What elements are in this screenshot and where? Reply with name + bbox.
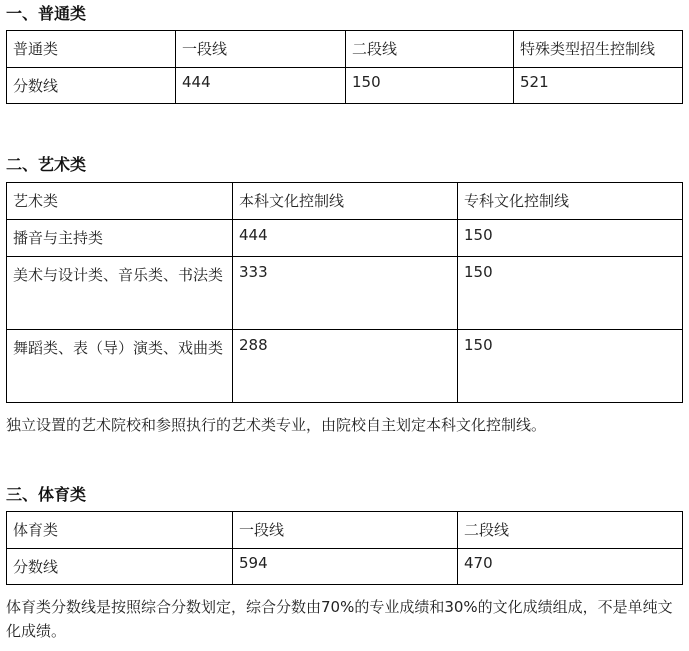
table-header-cell: 体育类 <box>7 512 233 549</box>
table-cell: 594 <box>233 549 458 585</box>
table-cell: 288 <box>233 330 458 403</box>
table-header-row <box>7 183 683 220</box>
table-cell: 播音与主持类 <box>7 220 233 257</box>
table-cell: 521 <box>514 68 683 104</box>
table-cell: 舞蹈类、表（导）演类、戏曲类 <box>7 330 233 403</box>
section-heading-sports: 三、体育类 <box>6 485 87 504</box>
table-cell: 333 <box>233 257 458 330</box>
table-cell: 分数线 <box>7 549 233 585</box>
table-cell: 444 <box>176 68 346 104</box>
table-row <box>7 257 683 330</box>
section-heading-art: 二、艺术类 <box>6 155 87 174</box>
table-header-cell: 本科文化控制线 <box>233 183 458 220</box>
table-cell: 470 <box>458 549 683 585</box>
table-header-cell: 专科文化控制线 <box>458 183 683 220</box>
table-header-cell: 特殊类型招生控制线 <box>514 31 683 68</box>
table-sports <box>6 511 683 585</box>
table-cell: 150 <box>458 257 683 330</box>
table-cell: 分数线 <box>7 68 176 104</box>
art-note: 独立设置的艺术院校和参照执行的艺术类专业，由院校自主划定本科文化控制线。 <box>6 416 547 434</box>
sports-note: 体育类分数线是按照综合分数划定，综合分数由70%的专业成绩和30%的文化成绩组成，不是单纯文化成绩。 <box>6 598 673 640</box>
table-header-cell: 一段线 <box>176 31 346 68</box>
table-header-row <box>7 512 683 549</box>
table-row <box>7 220 683 257</box>
table-cell: 444 <box>233 220 458 257</box>
table-header-cell: 一段线 <box>233 512 458 549</box>
section-heading-general: 一、普通类 <box>6 4 87 23</box>
table-cell: 150 <box>458 220 683 257</box>
table-header-cell: 二段线 <box>346 31 514 68</box>
table-header-cell: 普通类 <box>7 31 176 68</box>
table-art <box>6 182 683 403</box>
table-header-cell: 艺术类 <box>7 183 233 220</box>
table-row <box>7 330 683 403</box>
table-row <box>7 549 683 585</box>
table-row <box>7 68 683 104</box>
table-header-row <box>7 31 683 68</box>
table-general <box>6 30 683 104</box>
table-cell: 150 <box>346 68 514 104</box>
table-cell: 150 <box>458 330 683 403</box>
table-header-cell: 二段线 <box>458 512 683 549</box>
table-cell: 美术与设计类、音乐类、书法类 <box>7 257 233 330</box>
